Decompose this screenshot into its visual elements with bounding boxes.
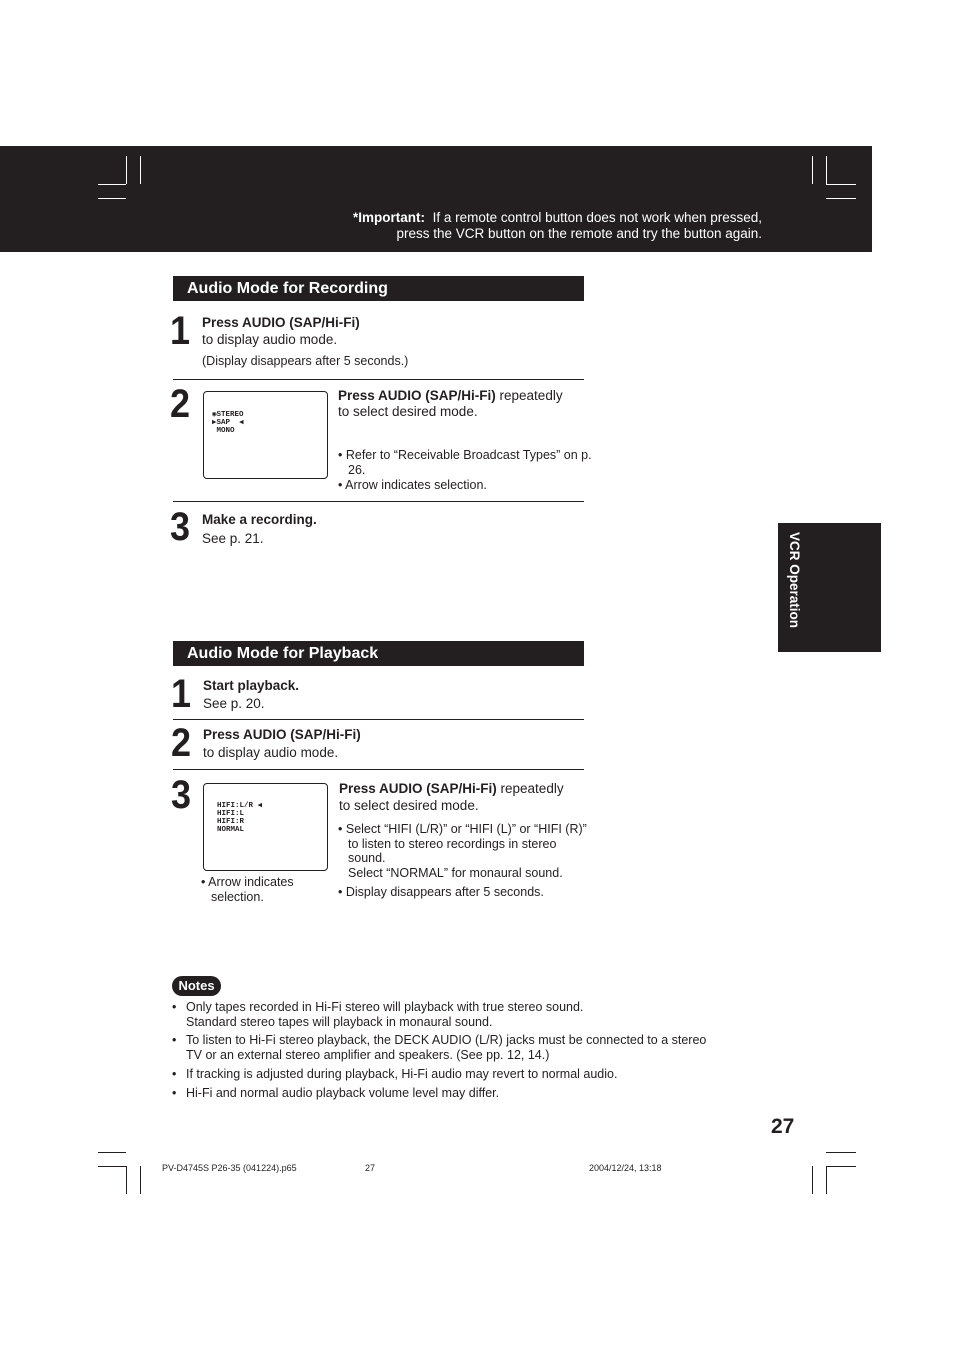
- bullet-text: Select “HIFI (L/R)” or “HIFI (L)” or “HIFI (R)” to listen to stereo recordings in stereo sound.: [345, 822, 587, 865]
- crop-mark: [826, 1152, 856, 1153]
- important-note: [200, 210, 762, 241]
- recording-step3-heading: Make a recording.: [202, 512, 317, 527]
- bullet-text: Arrow indicates selection.: [345, 478, 487, 492]
- bullet-text: Display disappears after 5 seconds.: [345, 885, 544, 899]
- recording-step3-text: See p. 21.: [202, 531, 264, 546]
- playback-step2-text: to display audio mode.: [203, 745, 339, 760]
- playback-step2-heading: Press AUDIO (SAP/Hi-Fi): [203, 727, 361, 742]
- playback-step3-bullet: • Display disappears after 5 seconds.: [338, 885, 544, 899]
- page-number: 27: [771, 1115, 795, 1138]
- crop-mark: [826, 1166, 856, 1167]
- playback-step2-number: 2: [171, 721, 190, 765]
- playback-step3-bold: Press AUDIO (SAP/Hi-Fi): [339, 781, 497, 796]
- recording-step1-text: to display audio mode.: [202, 332, 338, 347]
- playback-step3-bullet: • Select “HIFI (L/R)” or “HIFI (L)” or “HIFI (R)” to listen to stereo recordings in stereo sound. Select “NORMAL” for monaural sound.: [338, 822, 587, 880]
- osd-item: STEREO: [216, 411, 244, 419]
- important-line1: If a remote control button does not work when pressed,: [432, 210, 762, 225]
- bullet-text: Arrow indicates selection.: [208, 875, 294, 904]
- playback-step3-heading: [339, 780, 589, 797]
- recording-step2-text: to select desired mode.: [338, 404, 478, 419]
- divider: [173, 719, 584, 720]
- playback-arrow-note: • Arrow indicates selection.: [201, 875, 294, 904]
- playback-step1-text: See p. 20.: [203, 696, 265, 711]
- recording-step2-number: 2: [170, 382, 189, 426]
- bullet-icon: •: [172, 1033, 177, 1047]
- playback-step1-heading: Start playback.: [203, 678, 300, 693]
- recording-step2-bullet: • Arrow indicates selection.: [338, 478, 487, 492]
- divider: [173, 769, 584, 770]
- note-text: Standard stereo tapes will playback in monaural sound.: [186, 1014, 493, 1029]
- playback-step3-number: 3: [171, 773, 190, 817]
- crop-mark: [826, 1166, 827, 1194]
- osd-item: NORMAL: [217, 826, 245, 834]
- recording-step1-note: (Display disappears after 5 seconds.): [202, 354, 409, 368]
- crop-mark: [140, 1166, 141, 1194]
- osd-selector-icon: ▶: [212, 419, 217, 427]
- playback-section-title: Audio Mode for Playback: [173, 641, 584, 666]
- bullet-text: Refer to “Receivable Broadcast Types” on p. 26.: [345, 448, 592, 477]
- osd-item: HIFI:L/R: [217, 802, 254, 810]
- side-tab-label: VCR Operation: [787, 532, 802, 629]
- bullet-icon: •: [172, 1086, 177, 1100]
- note-text: Hi-Fi and normal audio playback volume level may differ.: [186, 1086, 500, 1100]
- playback-step1-number: 1: [171, 672, 190, 716]
- bullet-text: Select “NORMAL” for monaural sound.: [348, 865, 563, 880]
- recording-step2-rest: repeatedly: [495, 388, 563, 403]
- crop-mark: [98, 1166, 126, 1167]
- note-text: Only tapes recorded in Hi-Fi stereo will playback with true stereo sound.: [186, 1000, 584, 1014]
- osd-menu: [212, 411, 244, 435]
- bullet-icon: •: [172, 1000, 177, 1014]
- osd-item: MONO: [216, 427, 235, 435]
- recording-section-title: Audio Mode for Recording: [173, 276, 584, 301]
- note-text: TV or an external stereo amplifier and speakers. (See pp. 12, 14.): [186, 1047, 550, 1062]
- tv-screen-display: [203, 783, 328, 871]
- osd-item: SAP: [216, 419, 231, 427]
- recording-step1-number: 1: [170, 309, 189, 353]
- arrow-left-icon: ◀: [239, 419, 244, 427]
- recording-step2-bullet: • Refer to “Receivable Broadcast Types” on p. 26.: [338, 448, 592, 477]
- arrow-left-icon: ◀: [257, 802, 263, 810]
- recording-step1-heading: Press AUDIO (SAP/Hi-Fi): [202, 315, 360, 330]
- recording-step2-bold: Press AUDIO (SAP/Hi-Fi): [338, 388, 496, 403]
- important-label: *Important:: [353, 210, 426, 225]
- crop-mark: [126, 1166, 127, 1194]
- footer-filename: PV-D4745S P26-35 (041224).p65: [162, 1163, 297, 1173]
- playback-step3-rest: repeatedly: [496, 781, 564, 796]
- divider: [173, 379, 584, 380]
- important-line2: press the VCR button on the remote and try the button again.: [396, 225, 762, 241]
- playback-step3-text: to select desired mode.: [339, 798, 479, 813]
- crop-mark: [98, 1152, 126, 1153]
- note-text: If tracking is adjusted during playback, Hi-Fi audio may revert to normal audio.: [186, 1067, 618, 1081]
- divider: [173, 501, 584, 502]
- note-text: To listen to Hi-Fi stereo playback, the DECK AUDIO (L/R) jacks must be connected to a stereo: [186, 1033, 707, 1047]
- osd-selector-icon: ◉: [212, 411, 217, 419]
- footer-date: 2004/12/24, 13:18: [589, 1163, 662, 1173]
- crop-mark: [812, 1166, 813, 1194]
- tv-screen-display: [203, 391, 328, 479]
- bullet-icon: •: [172, 1067, 177, 1081]
- osd-menu: [217, 802, 262, 834]
- footer-page: 27: [365, 1163, 376, 1173]
- osd-item: HIFI:L: [217, 810, 245, 818]
- recording-step2-heading: [338, 387, 586, 404]
- notes-badge: Notes: [172, 976, 221, 996]
- osd-item: HIFI:R: [217, 818, 245, 826]
- recording-step3-number: 3: [170, 505, 189, 549]
